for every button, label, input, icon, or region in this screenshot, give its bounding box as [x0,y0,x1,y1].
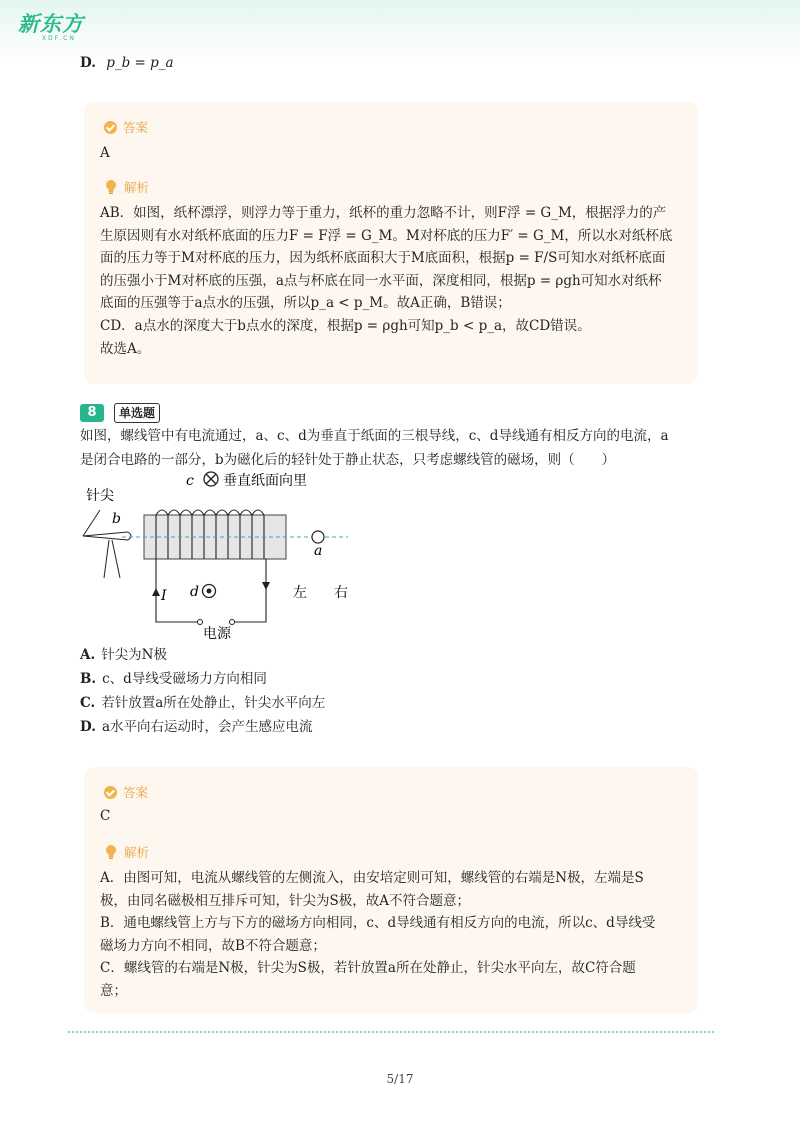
analysis-line: 磁场力方向不相同，故B不符合题意； [100,937,326,954]
analysis-line: CD．a点水的深度大于b点水的深度，根据p = ρgh可知p_b < p_a，故CD错误。 [100,317,591,334]
label-power: 电源 [203,626,231,640]
question-number: 8 [80,404,104,422]
label-left: 左 [293,585,307,601]
question-type-badge: 单选题 [114,403,160,423]
answer-label: 答案 [123,785,149,800]
label-perp: 垂直纸面向里 [223,473,307,489]
option-key: D. [80,55,96,71]
answer-card-1 [84,102,698,384]
analysis-tag [104,843,149,861]
wire-into-page-icon [204,472,218,486]
option-text: p_b = p_a [106,55,174,71]
answer-value: A [100,145,110,161]
analysis-label: 解析 [124,845,150,860]
analysis-line: 生原因则有水对纸杯底面的压力F = F浮 = G_M。M对杯底的压力F′ = G_M，所以水对纸杯底 [100,227,673,244]
label-c: c [186,473,194,489]
option-text: 若针放置a所在处静止，针尖水平向左 [101,695,326,711]
analysis-text [100,202,672,360]
lightbulb-icon [104,179,118,195]
wire-out-of-page-icon [203,585,216,598]
label-needle-tip: 针尖 [86,488,114,504]
logo-subtext: XDF.CN [42,35,76,42]
option-text: c、d导线受磁场力方向相同 [102,671,267,687]
analysis-line: 面的压力等于M对杯底的压力，因为纸杯底面积大于M底面积，根据p = F/S可知水对纸杯底面 [100,250,666,267]
check-icon [104,786,117,799]
logo-text: 新东方 [18,12,84,36]
option-d[interactable] [80,717,313,737]
analysis-line: 故选A。 [100,340,151,357]
analysis-text [100,867,655,1003]
analysis-line: AB．如图，纸杯漂浮，则浮力等于重力，纸杯的重力忽略不计，则F浮 = G_M，根据浮力的产 [100,205,667,221]
lightbulb-icon [104,844,118,860]
label-right: 右 [334,585,348,601]
magnetic-needle [83,510,131,578]
terminal-left-icon [198,620,203,625]
option-c[interactable] [80,693,325,713]
option-a[interactable] [80,645,167,665]
arrow-down-icon [262,582,270,590]
solenoid-figure [76,468,366,640]
analysis-line: B．通电螺线管上方与下方的磁场方向相同，c、d导线通有相反方向的电流，所以c、d导线受 [100,915,656,932]
answer-tag [104,783,148,801]
option-key: C. [80,695,96,711]
answer-value: C [100,808,111,824]
prev-option-d [80,53,174,73]
label-a: a [314,543,323,559]
answer-label: 答案 [123,120,149,135]
analysis-line: 底面的压强等于a点水的压强，所以p_a < p_M。故A正确，B错误； [100,295,511,312]
wire-a-icon [312,531,324,543]
brand-logo [18,8,84,42]
option-b[interactable] [80,669,267,689]
analysis-label: 解析 [124,180,150,195]
page-number: 5/17 [386,1072,414,1086]
option-key: D. [80,719,96,735]
arrow-up-icon [152,588,160,596]
answer-card-2 [84,767,698,1013]
question-stem-line: 如图，螺线管中有电流通过，a、c、d为垂直于纸面的三根导线，c、d导线通有相反方向的电流，a [80,428,669,444]
label-current: I [161,588,167,604]
option-key: A. [80,647,96,663]
answer-tag [104,118,148,136]
check-icon [104,121,117,134]
analysis-tag [104,178,149,196]
option-key: B. [80,671,97,687]
analysis-line: 意； [100,982,127,999]
question-stem-line: 是闭合电路的一部分，b为磁化后的轻针处于静止状态，只考虑螺线管的磁场，则（ ） [80,452,616,468]
analysis-line: 的压强小于M对杯底的压强，a点与杯底在同一水平面，深度相同，根据p = ρgh可知水对纸杯 [100,272,662,289]
analysis-line: C．螺线管的右端是N极，针尖为S极，若针放置a所在处静止，针尖水平向左，故C符合题 [100,960,636,977]
analysis-line: A．由图可知，电流从螺线管的左侧流入，由安培定则可知，螺线管的右端是N极，左端是S [100,870,644,886]
analysis-line: 极，由同名磁极相互排斥可知，针尖为S极，故A不符合题意； [100,892,470,909]
label-b: b [112,511,121,527]
divider [68,1031,714,1033]
label-d: d [190,584,199,600]
terminal-right-icon [230,620,235,625]
option-text: 针尖为N极 [101,647,167,663]
option-text: a水平向右运动时，会产生感应电流 [101,719,313,735]
